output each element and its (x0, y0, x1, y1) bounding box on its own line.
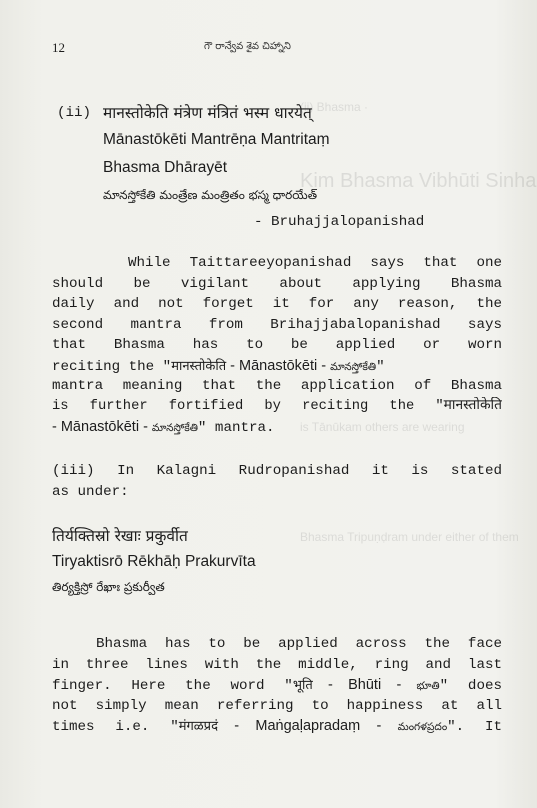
para1-line: While Taittareeyopanishad says that one (128, 255, 502, 271)
source-citation: - Bruhajjalopanishad (254, 214, 425, 230)
para1-line: that Bhasma has to be applied or worn (52, 337, 502, 353)
inline-sanskrit: मानस्तोकेति (171, 358, 227, 374)
para1-line: should be vigilant about applying Bhasma (52, 275, 502, 292)
telugu-verse-ii: మానస్తోకేతి మంత్రేణ మంత్రితం భస్మ ధారయేత్ (103, 188, 318, 202)
section-label-ii: (ii) (57, 105, 92, 121)
para1-line: is further fortified by reciting the "मानस्तोकेति (52, 398, 502, 414)
para1-line: - Mānastōkēti - మానస్తోకేతి" mantra. (52, 419, 275, 436)
section-iii-line: as under: (52, 483, 129, 500)
page-header (52, 40, 497, 60)
inline-sanskrit: मंगळप्रदं (178, 719, 218, 734)
inline-sanskrit: भूति (292, 678, 313, 693)
inline-telugu: మానస్తోకేతి (151, 422, 198, 434)
sanskrit-verse-iii: तिर्यक्तिस्रो रेखाः प्रकुर्वीत (52, 527, 188, 545)
para2-line: finger. Here the word "भूति - Bhūti - భూతి" does (52, 677, 502, 694)
para1-line: reciting the "मानस्तोकेति - Mānastōkēti - మానస్తోకేతి" (52, 357, 385, 375)
inline-translit: - Mānastōkēti - (226, 357, 331, 374)
inline-translit: - Mānastōkēti - (52, 419, 152, 435)
bleed-through-text: Kim Bhasma Vibhūti Sinha (300, 170, 537, 192)
inline-telugu: మంగళప్రదం (397, 721, 448, 733)
inline-translit: - Bhūti - (312, 677, 417, 693)
running-title: గౌ రాన్వేవ శైవ చిహ్నాని (204, 41, 291, 52)
para2-line: Bhasma has to be applied across the face (96, 636, 502, 652)
section-iii-intro (52, 461, 502, 502)
paragraph-1 (52, 253, 502, 438)
inline-telugu: భూతి (416, 680, 440, 692)
bleed-through-text: (ii) Bhasma · (300, 100, 369, 114)
para2-line: in three lines with the middle, ring and last (52, 656, 502, 673)
inline-telugu: మానస్తోకేతి (330, 360, 377, 373)
para1-line: daily and not forget it for any reason, the (52, 296, 502, 312)
sanskrit-verse-ii: मानस्तोकेति मंत्रेण मंत्रितं भस्म धारयेत् (103, 104, 312, 122)
transliteration-line-1: Mānastōkēti Mantrēṇa Mantritaṃ (103, 131, 330, 148)
page-number: 12 (52, 40, 65, 55)
para1-line: mantra meaning that the application of Bhasma (52, 378, 502, 394)
transliteration-line-2: Bhasma Dhārayēt (103, 159, 228, 176)
para1-line: second mantra from Brihajjabalopanishad says (52, 316, 502, 333)
bleed-through-text: Bhasma Tripuṇḍram under either of them (300, 530, 519, 544)
bleed-through-text: is Tānūkam others are wearing (300, 420, 465, 434)
transliteration-iii: Tiryaktisrō Rēkhāḥ Prakurvīta (52, 553, 256, 570)
inline-translit: - Maṅgaḷapradaṃ - (217, 718, 398, 734)
para2-line: times i.e. "मंगळप्रदं - Maṅgaḷapradaṃ - మంగళప్రదం". It (52, 718, 502, 735)
paragraph-2 (52, 634, 502, 737)
section-iii-line: (iii) In Kalagni Rudropanishad it is stated (52, 463, 502, 479)
telugu-verse-iii: తిర్యక్తిస్రో రేఖాః ప్రకుర్వీత (52, 580, 165, 594)
para2-line: not simply mean referring to happiness at all (52, 697, 502, 714)
